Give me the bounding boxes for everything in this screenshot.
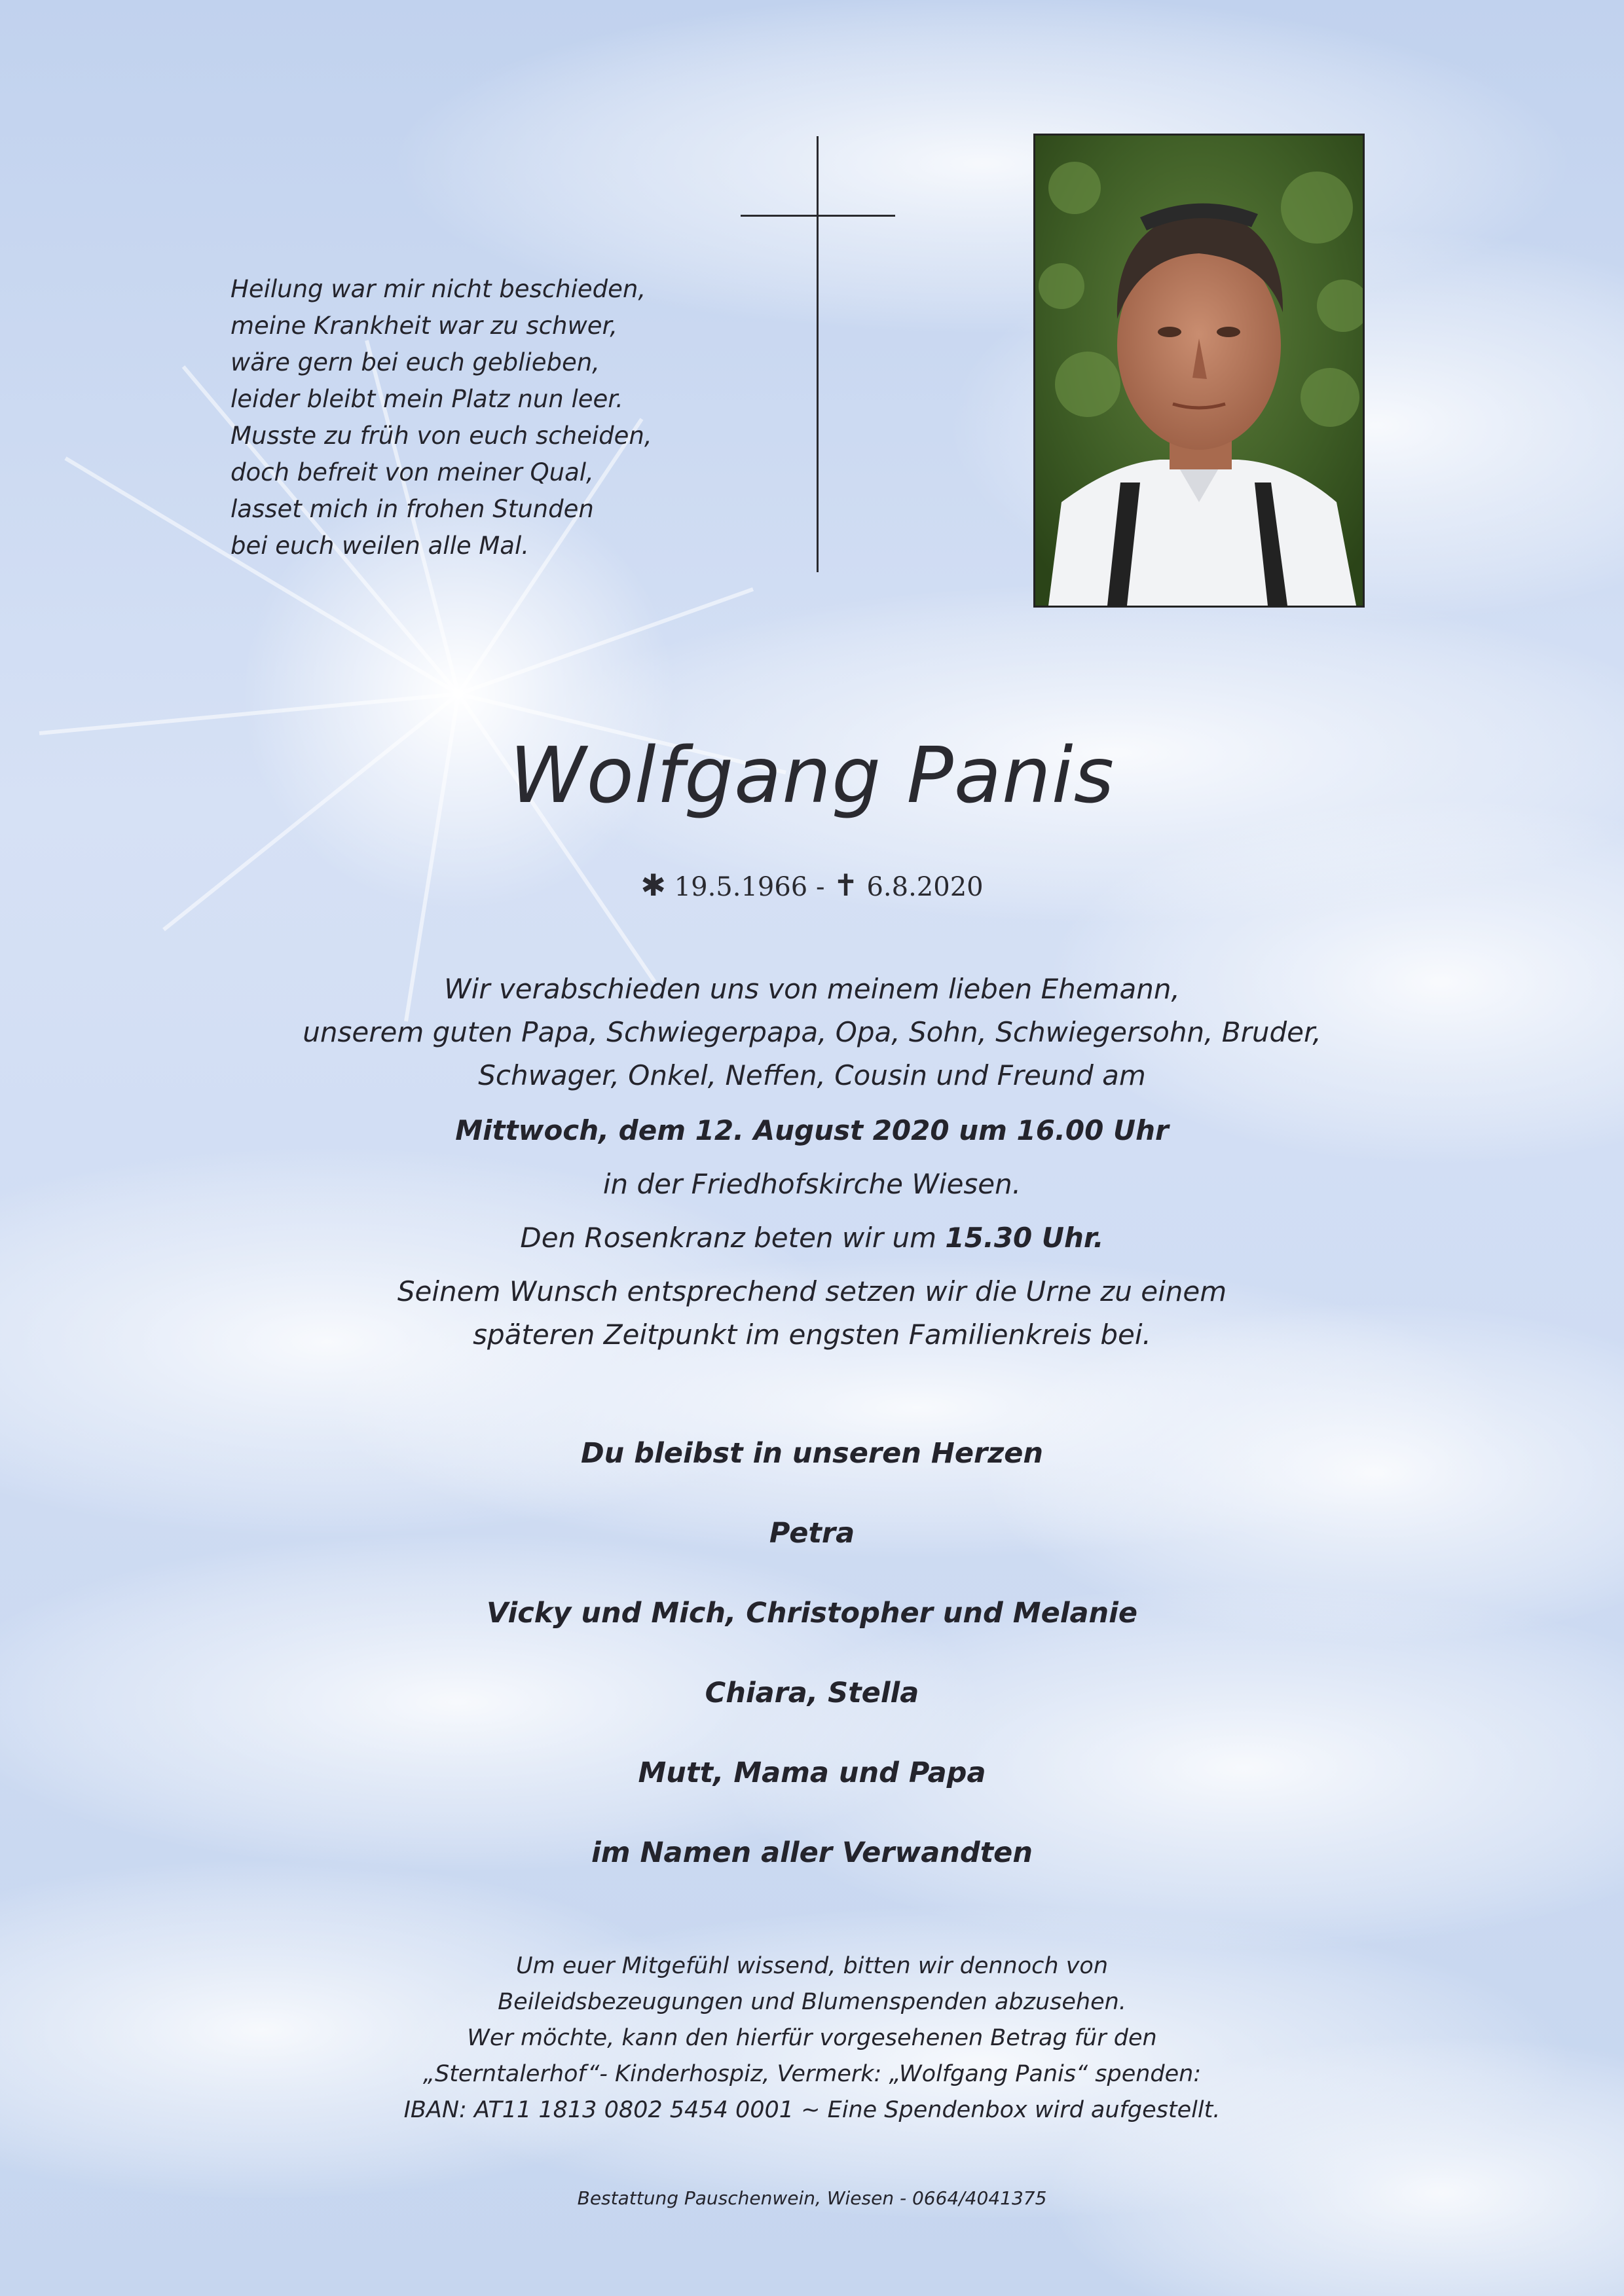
funeral-date: Mittwoch, dem 12. August 2020 um 16.00 Uhr	[455, 1114, 1169, 1146]
life-dates	[0, 866, 1624, 907]
cross-icon	[817, 136, 819, 572]
urn-note	[0, 1270, 1624, 1357]
notice-line: Um euer Mitgefühl wissend, bitten wir dennoch von	[515, 1953, 1109, 1979]
poem-line: meine Krankheit war zu schwer,	[231, 312, 618, 340]
urn-line: späteren Zeitpunkt im engsten Familienkreis bei.	[473, 1319, 1151, 1351]
intro-line: unserem guten Papa, Schwiegerpapa, Opa, Sohn, Schwiegersohn, Bruder,	[303, 1016, 1321, 1048]
portrait-photo	[1033, 134, 1365, 608]
rosary-line	[0, 1216, 1624, 1260]
poem-line: wäre gern bei euch geblieben,	[231, 348, 600, 376]
poem-line: leider bleibt mein Platz nun leer.	[231, 385, 623, 413]
cross-icon-bar	[741, 215, 895, 217]
funeral-home-footer: Bestattung Pauschenwein, Wiesen - 0664/4041375	[577, 2187, 1047, 2209]
date-separator: -	[815, 872, 825, 902]
poem-line: lasset mich in frohen Stunden	[231, 495, 594, 523]
mourner-line: im Namen aller Verwandten	[591, 1836, 1033, 1869]
notice-line: IBAN: AT11 1813 0802 5454 0001 ~ Eine Spendenbox wird aufgestellt.	[403, 2097, 1221, 2123]
poem	[231, 271, 702, 564]
birth-date: 19.5.1966	[674, 872, 808, 902]
intro-line: Wir verabschieden uns von meinem lieben Ehemann,	[444, 973, 1180, 1005]
notice-line: Wer möchte, kann den hierfür vorgesehenen Betrag für den	[467, 2025, 1157, 2051]
mourner-line: Chiara, Stella	[705, 1677, 919, 1709]
poem-line: Heilung war mir nicht beschieden,	[231, 275, 646, 303]
death-cross-icon: ✝	[833, 867, 858, 903]
donation-notice	[0, 1948, 1624, 2128]
intro-line: Schwager, Onkel, Neffen, Cousin und Freund am	[478, 1059, 1146, 1091]
urn-line: Seinem Wunsch entsprechend setzen wir die Urne zu einem	[397, 1275, 1227, 1307]
mourner-line: Vicky und Mich, Christopher und Melanie	[487, 1597, 1137, 1630]
portrait-image	[1035, 136, 1363, 606]
poem-line: Musste zu früh von euch scheiden,	[231, 422, 652, 450]
announcement-intro	[0, 968, 1624, 1097]
poem-line: bei euch weilen alle Mal.	[231, 532, 530, 560]
poem-line: doch befreit von meiner Qual,	[231, 458, 594, 486]
mourner-line: Du bleibst in unseren Herzen	[580, 1437, 1043, 1470]
funeral-place: in der Friedhofskirche Wiesen.	[602, 1168, 1022, 1200]
birth-star-icon: ✱	[640, 867, 666, 903]
rosary-time: 15.30 Uhr.	[945, 1222, 1104, 1254]
mourner-line: Petra	[769, 1517, 855, 1550]
rosary-prefix: Den Rosenkranz beten wir um	[520, 1222, 946, 1254]
notice-line: Beileidsbezeugungen und Blumenspenden abzusehen.	[498, 1989, 1126, 2015]
deceased-name: Wolfgang Panis	[509, 730, 1115, 820]
mourner-line: Mutt, Mama und Papa	[638, 1757, 986, 1789]
notice-line: „Sterntalerhof“- Kinderhospiz, Vermerk: „Wolfgang Panis“ spenden:	[422, 2061, 1202, 2087]
death-date: 6.8.2020	[866, 872, 984, 902]
